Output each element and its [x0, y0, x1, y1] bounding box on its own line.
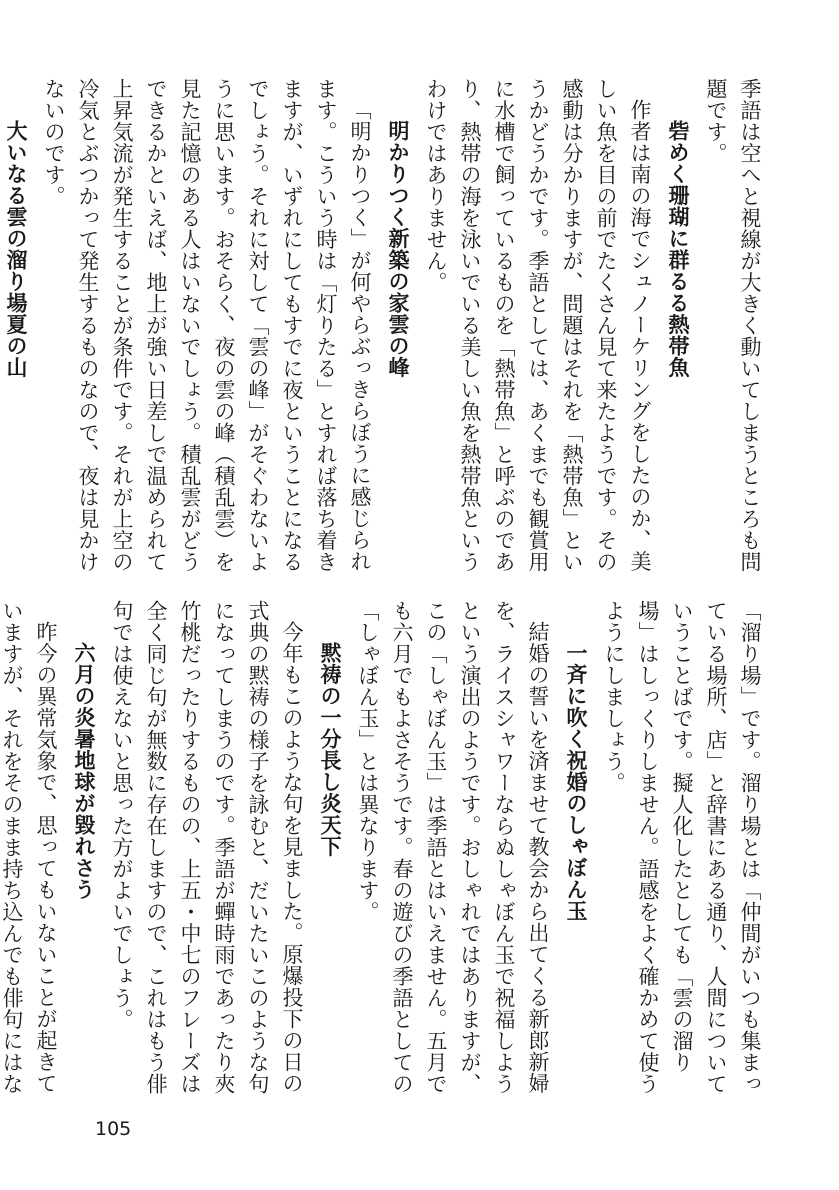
commentary-paragraph: 今年もこのような句を見ました。原爆投下の日の式典の黙祷の様子を詠むと、だいたいこのような句になってしまうのです。季語が蟬時雨であったり夾竹桃だったりするものの、上五・中七のフレーズは全く同じ句が無数に存在しますので、これはもう俳句では使えないと思った方がよいでしょう。 — [110, 600, 304, 1095]
commentary-paragraph: 作者は南の海でシュノーケリングをしたのか、美しい魚を目の前でたくさん見て来たようです。その感動は分かりますが、問題はそれを「熱帯魚」というかどうかです。季語としては、あくまでも観賞用に水槽で飼っているものを「熱帯魚」と呼ぶのであり、熱帯の海を泳いでいる美しい魚を熱帯魚というわけではありません。 — [424, 78, 652, 573]
haiku-heading: 黙祷の一分長し炎天下 — [318, 642, 342, 857]
page-number: 105 — [95, 1118, 132, 1140]
commentary-paragraph: 昨今の異常気象で、思ってもいないことが起きていますが、それをそのまま持ち込んでも俳句にはな — [0, 600, 58, 1095]
haiku-heading: 明かりつく新築の家雲の峰 — [386, 120, 410, 378]
commentary-paragraph: 「明かりつく」が何やらぶっきらぼうに感じられます。こういう時は「灯りたる」とすれば落ち着きますが、いずれにしてもすでに夜ということになるでしょう。それに対して「雲の峰」がそぐわないように思います。おそらく、夜の雲の峰（積乱雲）を見た記憶のある人はいないでしょう。積乱雲がどうできるかといえば、地上が強い日差しで温められて上昇気流が発生することが条件です。それが上空の冷気とぶつかって発生するものなので、夜は見かけないのです。 — [42, 78, 372, 573]
upper-text-block — [4, 78, 767, 588]
haiku-heading: 一斉に吹く祝婚のしゃぼん玉 — [564, 642, 588, 922]
lower-text-block — [0, 600, 767, 1100]
haiku-heading: 大いなる雲の溜り場夏の山 — [4, 120, 28, 378]
continuation-paragraph: 季語は空へと視線が大きく動いてしまうところも問題です。 — [704, 78, 762, 573]
haiku-heading: 砦めく珊瑚に群るる熱帯魚 — [666, 120, 690, 378]
commentary-paragraph: 結婚の誓いを済ませて教会から出てくる新郎新婦を、ライスシャワーならぬしゃぼん玉で祝福しようという演出のようです。おしゃれではありますが、この「しゃぼん玉」は季語とはいえません。五月でも六月でもよさそうです。春の遊びの季語としての「しゃぼん玉」とは異なります。 — [356, 600, 550, 1095]
continuation-paragraph: 「溜り場」です。溜り場とは「仲間がいつも集まっている場所、店」と辞書にある通り、人間についていうことばです。擬人化したとしても「雲の溜り場」はしっくりしません。語感をよく確かめて使うようにしましょう。 — [602, 600, 762, 1095]
haiku-heading: 六月の炎暑地球が毀れさう — [72, 642, 96, 900]
